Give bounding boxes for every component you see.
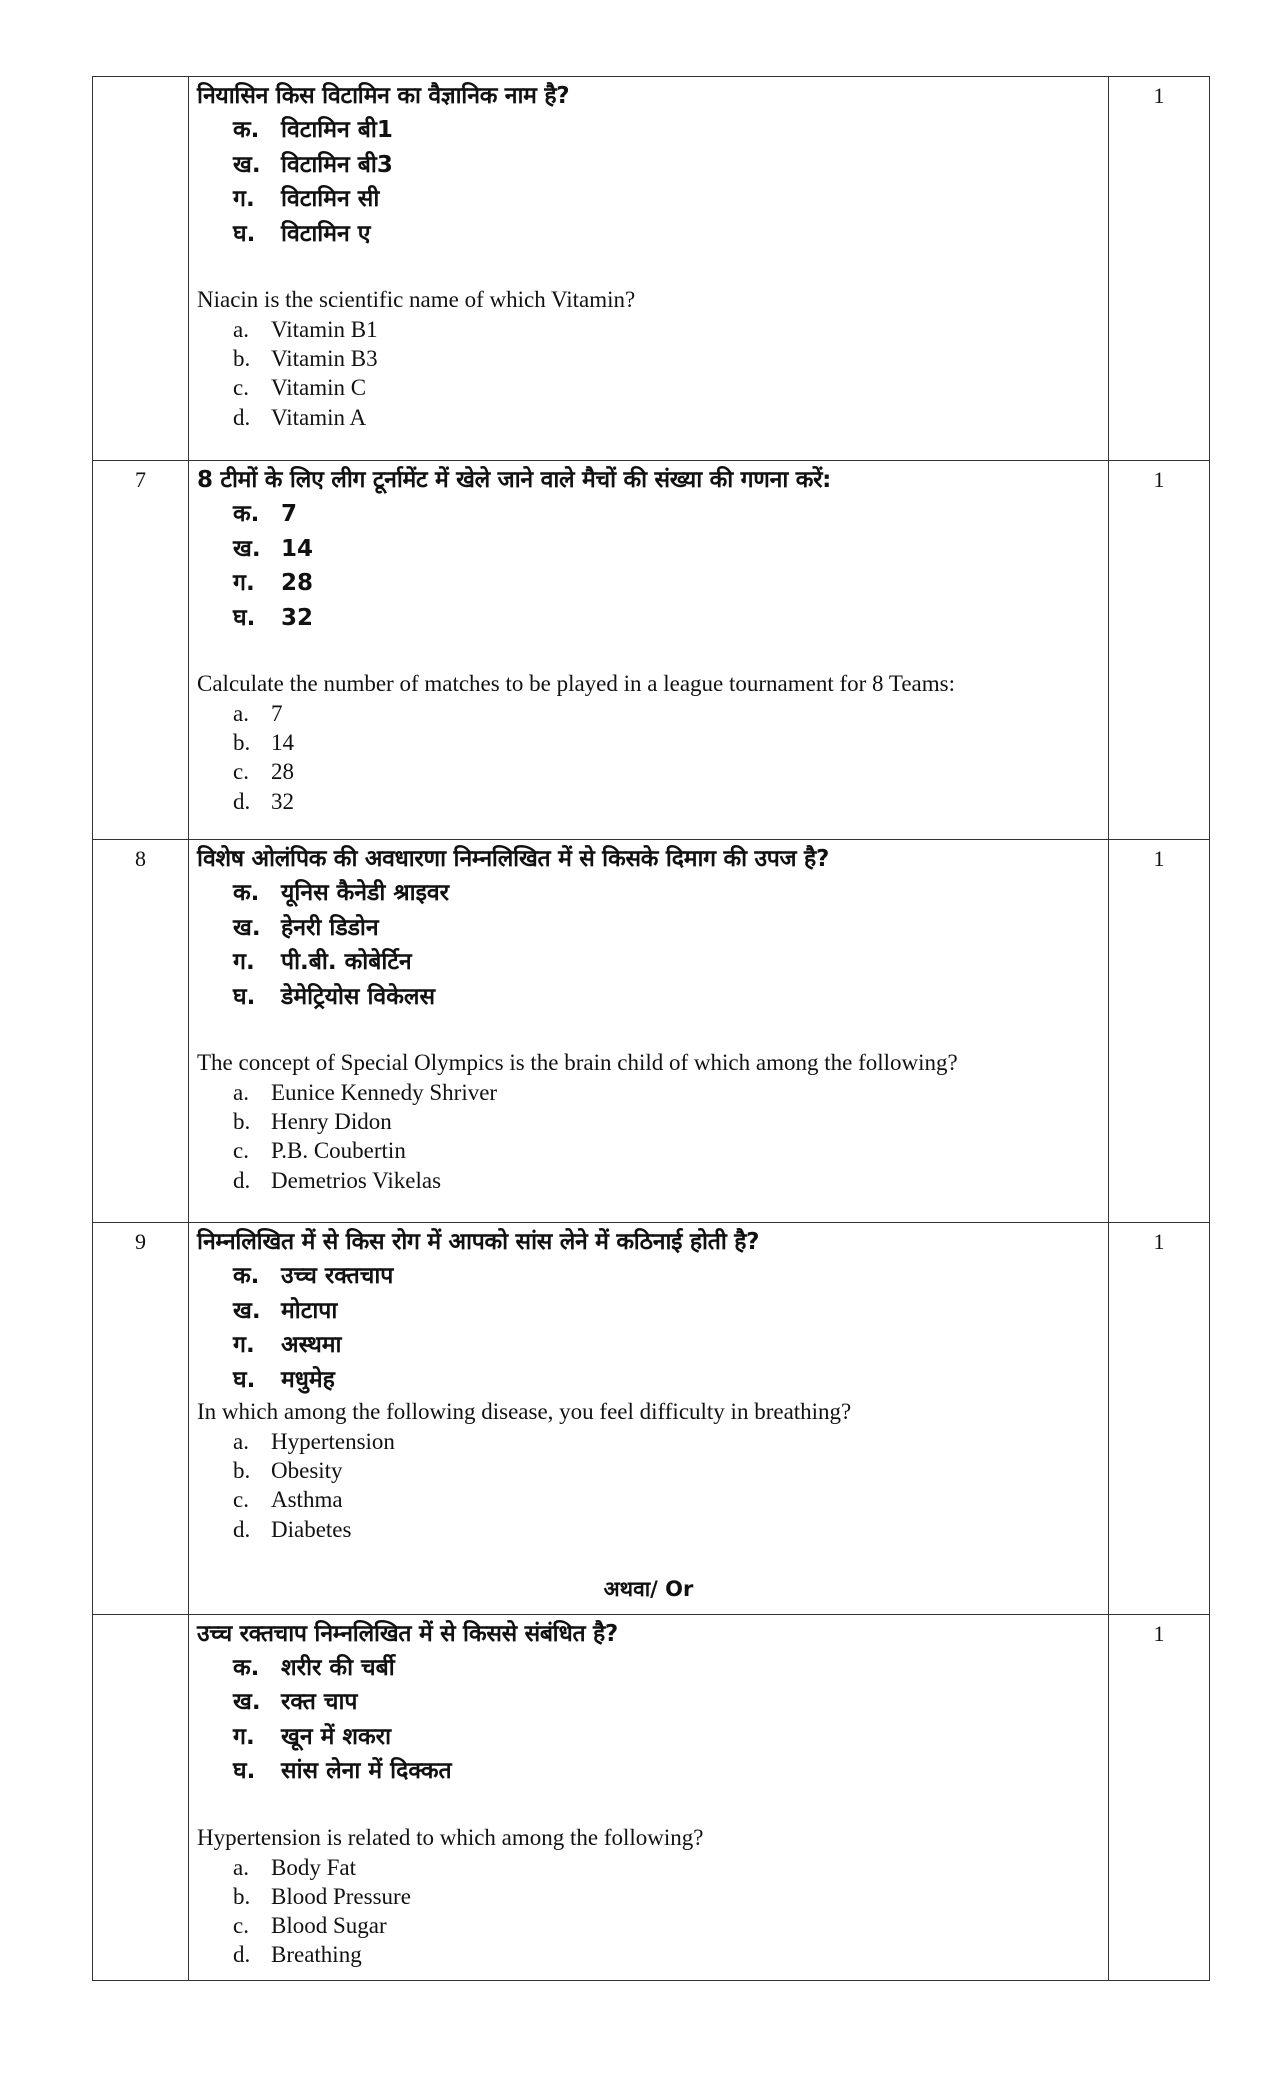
option-marker: ग. [233,186,255,212]
option-marker: घ. [233,220,256,247]
english-option [233,787,1100,816]
hindi-option [233,113,1100,148]
option-marker: c. [233,1913,249,1939]
option-text: Vitamin A [271,404,367,430]
option-text: Asthma [271,1487,343,1513]
question-marks: 1 [1109,77,1210,461]
option-text: 32 [271,788,294,814]
english-option [233,1882,1100,1911]
option-marker: ग. [233,1332,255,1358]
option-marker: a. [233,1854,249,1880]
english-option [233,1078,1100,1107]
english-option [233,1136,1100,1165]
question-number: 9 [93,1223,189,1615]
option-marker: घ. [233,1758,256,1785]
option-marker: घ. [233,1366,256,1393]
hindi-options [233,876,1100,1014]
hindi-option [233,1651,1100,1686]
option-marker: ग. [233,949,255,975]
english-options [233,1078,1100,1195]
option-text: पी.बी. कोबेर्टिन [281,949,412,975]
hindi-option [233,1363,1100,1398]
english-option [233,1515,1100,1544]
english-option [233,1107,1100,1136]
question-marks: 1 [1109,461,1210,840]
question-row [93,1614,1210,1980]
hindi-option [233,876,1100,911]
option-text: Breathing [271,1942,362,1968]
question-marks: 1 [1109,840,1210,1223]
option-marker: ख. [233,151,261,178]
hindi-option [233,1328,1100,1363]
option-marker: c. [233,375,249,401]
hindi-options [233,1651,1100,1789]
option-text: Diabetes [271,1516,352,1542]
option-text: खून में शकरा [281,1723,392,1750]
hindi-option [233,148,1100,183]
option-text: विटामिन सी [281,186,380,212]
option-marker: c. [233,1138,249,1164]
english-option [233,1427,1100,1456]
hindi-option [233,1685,1100,1720]
english-option [233,1485,1100,1514]
hindi-question: निम्नलिखित में से किस रोग में आपको सांस लेने में कठिनाई होती है? [197,1229,760,1255]
option-text: मोटापा [281,1297,338,1324]
option-text: यूनिस कैनेडी श्राइवर [281,880,450,906]
option-text: 7 [281,501,298,527]
question-number [93,1614,189,1980]
option-text: विटामिन बी1 [281,117,393,143]
english-option [233,315,1100,344]
english-option [233,728,1100,757]
option-marker: क. [233,880,260,906]
option-text: विटामिन बी3 [281,151,393,178]
question-body [189,461,1109,840]
english-options [233,315,1100,432]
option-marker: ख. [233,1297,261,1324]
hindi-question: विशेष ओलंपिक की अवधारणा निम्नलिखित में से किसके दिमाग की उपज है? [197,846,829,872]
hindi-option [233,497,1100,532]
option-text: Demetrios Vikelas [271,1167,442,1193]
english-option [233,1911,1100,1940]
english-option [233,1456,1100,1485]
hindi-options [233,1259,1100,1397]
english-option [233,1853,1100,1882]
question-number: 7 [93,461,189,840]
hindi-options [233,113,1100,251]
option-text: Obesity [271,1458,343,1484]
hindi-option [233,1720,1100,1755]
english-question: Calculate the number of matches to be played in a league tournament for 8 Teams: [197,671,955,696]
hindi-options [233,497,1100,635]
option-text: 28 [281,570,314,596]
option-marker: क. [233,501,260,527]
option-text: 32 [281,604,314,631]
option-text: मधुमेह [281,1366,335,1393]
question-row [93,77,1210,461]
question-marks: 1 [1109,1223,1210,1615]
english-question: In which among the following disease, you feel difficulty in breathing? [197,1399,852,1424]
option-marker: ग. [233,1723,255,1750]
option-text: Body Fat [271,1854,356,1880]
english-options [233,1427,1100,1544]
option-text: 14 [271,730,294,756]
hindi-question: नियासिन किस विटामिन का वैज्ञानिक नाम है? [197,83,570,109]
option-text: 14 [281,535,314,562]
question-row [93,461,1210,840]
english-question: The concept of Special Olympics is the brain child of which among the following? [197,1050,958,1075]
hindi-option [233,532,1100,567]
question-row [93,840,1210,1223]
option-marker: a. [233,317,249,342]
question-marks: 1 [1109,1614,1210,1980]
hindi-option [233,1259,1100,1294]
question-body [189,77,1109,461]
option-marker: क. [233,1263,260,1289]
option-marker: a. [233,701,249,726]
english-question: Niacin is the scientific name of which Vitamin? [197,287,636,312]
option-text: Blood Sugar [271,1913,387,1939]
hindi-option [233,601,1100,636]
option-text: 7 [271,701,283,726]
option-text: अस्थमा [281,1332,342,1358]
option-marker: a. [233,1080,249,1105]
hindi-option [233,980,1100,1015]
option-marker: b. [233,346,251,372]
option-text: सांस लेना में दिक्कत [281,1758,452,1785]
option-marker: क. [233,117,260,143]
hindi-option [233,182,1100,217]
option-text: P.B. Coubertin [271,1138,406,1164]
question-row [93,1223,1210,1615]
option-marker: d. [233,1516,251,1542]
option-marker: b. [233,730,251,756]
or-separator: अथवा/ Or [603,1576,694,1601]
option-text: Blood Pressure [271,1884,411,1910]
question-body [189,1614,1109,1980]
english-option [233,373,1100,402]
option-marker: d. [233,404,251,430]
option-marker: d. [233,1942,251,1968]
option-text: विटामिन ए [281,220,371,247]
hindi-option [233,1754,1100,1789]
hindi-option [233,1294,1100,1329]
question-body [189,840,1109,1223]
question-number: 8 [93,840,189,1223]
option-text: Vitamin C [271,375,367,401]
option-text: 28 [271,759,294,785]
option-text: उच्च रक्तचाप [281,1263,394,1289]
hindi-question: 8 टीमों के लिए लीग टूर्नामेंट में खेले जाने वाले मैचों की संख्या की गणना करें: [197,467,832,493]
hindi-option [233,911,1100,946]
english-question: Hypertension is related to which among the following? [197,1824,704,1850]
question-body [189,1223,1109,1615]
option-text: Vitamin B1 [271,317,378,342]
option-marker: ख. [233,1689,261,1716]
option-text: डेमेट्रियोस विकेलस [281,983,436,1010]
option-marker: b. [233,1458,251,1484]
english-option [233,1940,1100,1969]
hindi-option [233,566,1100,601]
english-option [233,344,1100,373]
option-marker: ख. [233,535,261,562]
hindi-option [233,945,1100,980]
option-marker: c. [233,759,249,785]
question-number [93,77,189,461]
option-text: रक्त चाप [281,1689,358,1716]
english-option [233,403,1100,432]
hindi-question: उच्च रक्तचाप निम्नलिखित में से किससे संबंधित है? [197,1620,618,1647]
question-table [92,76,1210,1981]
option-text: Henry Didon [271,1109,392,1135]
english-option [233,1166,1100,1195]
option-marker: घ. [233,983,256,1010]
option-marker: d. [233,788,251,814]
option-marker: b. [233,1884,251,1910]
english-option [233,757,1100,786]
option-text: Hypertension [271,1429,395,1454]
option-marker: ग. [233,570,255,596]
option-marker: b. [233,1109,251,1135]
english-option [233,699,1100,728]
option-marker: a. [233,1429,249,1454]
option-text: शरीर की चर्बी [281,1654,395,1681]
option-text: Vitamin B3 [271,346,378,372]
english-options [233,699,1100,816]
option-marker: c. [233,1487,249,1513]
option-text: हेनरी डिडोन [281,914,379,941]
option-text: Eunice Kennedy Shriver [271,1080,498,1105]
hindi-option [233,217,1100,252]
option-marker: घ. [233,604,256,631]
option-marker: क. [233,1654,260,1681]
option-marker: d. [233,1167,251,1193]
english-options [233,1853,1100,1970]
option-marker: ख. [233,914,261,941]
